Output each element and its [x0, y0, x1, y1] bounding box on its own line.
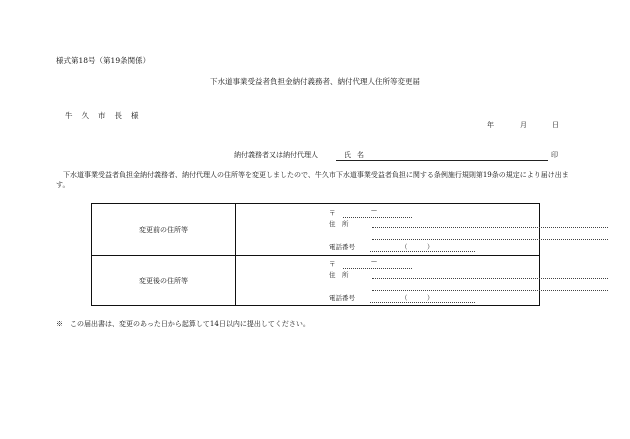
phone-parens: （ ）: [401, 243, 434, 251]
phone-label: 電話番号: [329, 294, 355, 302]
postal-mark: 〒: [329, 260, 336, 268]
applicant-name-field[interactable]: [336, 160, 548, 161]
date-month-label: 月: [520, 121, 527, 129]
document-title: 下水道事業受益者負担金納付義務者、納付代理人住所等変更届: [210, 77, 420, 86]
seal-label: 印: [551, 151, 558, 159]
phone-label: 電話番号: [329, 243, 355, 251]
date-day-label: 日: [552, 121, 559, 129]
postal-code-field[interactable]: [343, 217, 412, 218]
form-number: 様式第18号（第19条関係）: [56, 56, 151, 65]
address-label: 住 所: [329, 220, 349, 228]
postal-mark: 〒: [329, 209, 336, 217]
applicant-name-label: 氏名: [344, 151, 370, 159]
address-field-line2[interactable]: [372, 239, 608, 240]
body-text: 下水道事業受益者負担金納付義務者、納付代理人の住所等を変更しましたので、牛久市下水道事業受益者負担に関する条例施行規則第19条の規定により届け出ます。: [56, 171, 569, 189]
row-label-after: 変更後の住所等: [92, 255, 236, 306]
address-label: 住 所: [329, 271, 349, 279]
phone-parens: （ ）: [401, 294, 434, 302]
fields-after: [235, 255, 539, 306]
address-field-line1[interactable]: [372, 278, 608, 279]
addressee: 牛久市長様: [65, 111, 148, 120]
postal-dash: —: [371, 207, 377, 214]
footnote: ※ この届出書は、変更のあった日から起算して14日以内に提出してください。: [56, 320, 310, 328]
change-table: [91, 203, 540, 306]
phone-field[interactable]: [370, 251, 475, 252]
address-field-line1[interactable]: [372, 227, 608, 228]
table-row-before: [92, 204, 539, 256]
address-field-line2[interactable]: [372, 290, 608, 291]
postal-dash: —: [371, 258, 377, 265]
postal-code-field[interactable]: [343, 268, 412, 269]
applicant-label: 納付義務者又は納付代理人: [234, 151, 318, 159]
table-row-after: [92, 255, 539, 306]
date-year-label: 年: [487, 121, 494, 129]
row-label-before: 変更前の住所等: [92, 204, 236, 255]
fields-before: [235, 204, 539, 255]
phone-field[interactable]: [370, 302, 475, 303]
